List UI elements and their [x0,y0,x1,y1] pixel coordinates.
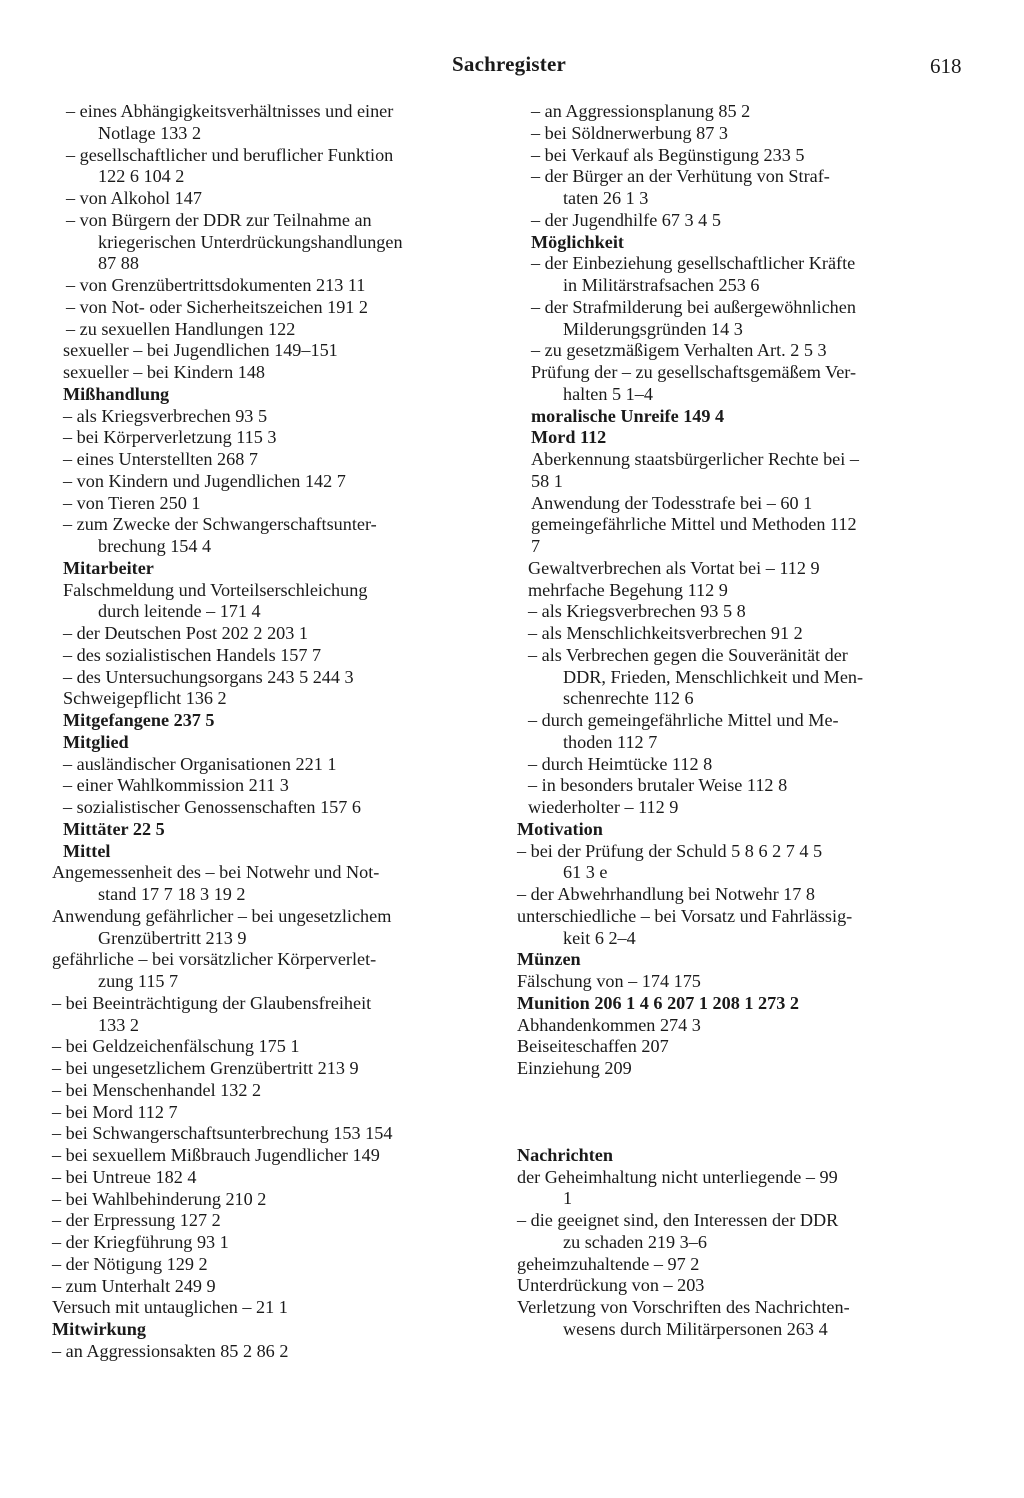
index-entry: – bei ungesetzlichem Grenzübertritt 213 9 [52,1058,359,1078]
index-entry: – der Abwehrhandlung bei Notwehr 17 8 [517,884,816,904]
index-entry: Angemessenheit des – bei Notwehr und Not- [52,862,380,883]
index-entry: Anwendung der Todesstrafe bei – 60 1 [531,492,813,513]
index-entry: – ausländischer Organisationen 221 1 [63,753,337,774]
index-entry: – von Tieren 250 1 [63,492,201,513]
index-heading: Möglichkeit [531,231,624,252]
index-entry: – bei Wahlbehinderung 210 2 [52,1188,267,1209]
index-entry: – zum Unterhalt 249 9 [52,1275,216,1296]
index-entry: – die geeignet sind, den Interessen der DDR [517,1210,839,1230]
page-title: Sachregister [452,52,566,76]
index-heading: Nachrichten [517,1144,613,1165]
index-entry: Versuch mit untauglichen – 21 1 [52,1297,288,1318]
index-entry: mehrfache Begehung 112 9 [528,579,728,600]
index-entry: 122 6 104 2 [98,166,185,187]
index-entry: – von Alkohol 147 [66,188,202,208]
index-entry: – des sozialistischen Handels 157 7 [63,644,322,665]
index-entry: – als Kriegsverbrechen 93 5 8 [528,601,746,622]
index-entry: 1 [563,1188,573,1209]
index-entry: Fälschung von – 174 175 [517,971,701,991]
index-entry: zung 115 7 [98,971,179,991]
page-header [0,52,1024,82]
index-entry: Milderungsgründen 14 3 [563,318,743,339]
index-entry: – der Strafmilderung bei außergewöhnlichen [531,296,856,317]
index-entry: taten 26 1 3 [563,188,649,208]
index-entry: Aberkennung staatsbürgerlicher Rechte bei – [531,449,859,469]
index-entry: stand 17 7 18 3 19 2 [98,884,246,904]
index-entry: – von Not- oder Sicherheitszeichen 191 2 [66,296,369,317]
index-entry: – bei Verkauf als Begünstigung 233 5 [531,144,805,165]
index-entry: – sozialistischer Genossenschaften 157 6 [63,797,361,817]
index-entry: – der Einbeziehung gesellschaftlicher Kräfte [531,253,856,274]
index-entry: – der Deutschen Post 202 2 203 1 [63,623,308,643]
index-entry: – in besonders brutaler Weise 112 8 [528,775,788,796]
index-heading: Mitarbeiter [63,557,154,578]
index-entry: – von Kindern und Jugendlichen 142 7 [63,470,346,491]
index-entry: 61 3 e [563,862,608,883]
index-entry: – der Kriegführung 93 1 [52,1232,229,1252]
index-entry: kriegerischen Unterdrückungshandlungen [98,231,403,252]
index-entry: – von Bürgern der DDR zur Teilnahme an [66,209,372,230]
index-entry: Beiseiteschaffen 207 [517,1036,669,1057]
index-entry: – gesellschaftlicher und beruflicher Funktion [66,144,394,165]
page-number: 618 [930,54,962,78]
index-entry: – bei Geldzeichenfälschung 175 1 [52,1036,300,1057]
index-entry: – der Jugendhilfe 67 3 4 5 [531,209,721,230]
index-entry: geheimzuhaltende – 97 2 [517,1253,700,1274]
index-heading: Mittel [63,840,111,861]
index-entry: Verletzung von Vorschriften des Nachrichten- [517,1297,850,1317]
index-column-left [52,101,504,1363]
index-entry: – zu gesetzmäßigem Verhalten Art. 2 5 3 [531,340,827,361]
index-entry: durch leitende – 171 4 [98,601,261,622]
index-entry [517,1080,967,1145]
index-heading: Mißhandlung [63,383,170,404]
index-entry: – an Aggressionsplanung 85 2 [531,101,751,121]
index-entry: Notlage 133 2 [98,122,202,143]
index-entry: – von Grenzübertrittsdokumenten 213 11 [66,275,366,295]
index-entry: – bei Mord 112 7 [52,1101,178,1122]
index-column-right [517,101,967,1341]
index-entry: gefährliche – bei vorsätzlicher Körperverlet- [52,949,377,970]
index-entry: Anwendung gefährlicher – bei ungesetzlichem [52,905,392,926]
index-entry: 133 2 [98,1014,139,1035]
index-entry: – bei Menschenhandel 132 2 [52,1079,262,1100]
index-entry: – als Verbrechen gegen die Souveränität der [528,644,848,665]
index-entry: halten 5 1–4 [563,383,653,404]
index-entry: – zum Zwecke der Schwangerschaftsunter- [63,514,377,535]
index-entry: wesens durch Militärpersonen 263 4 [563,1318,828,1339]
index-heading: Münzen [517,949,581,970]
index-entry: wiederholter – 112 9 [528,797,679,817]
index-entry: – an Aggressionsakten 85 2 86 2 [52,1340,289,1361]
index-entry: – der Bürger an der Verhütung von Straf- [531,166,830,187]
index-entry: 58 1 [531,470,563,491]
index-entry: schenrechte 112 6 [563,688,694,709]
index-entry: – bei Schwangerschaftsunterbrechung 153 154 [52,1123,393,1144]
index-entry: – durch gemeingefährliche Mittel und Me- [528,710,839,730]
index-entry: – eines Unterstellten 268 7 [63,449,258,469]
index-entry: – eines Abhängigkeitsverhältnisses und einer [66,101,394,121]
index-entry: der Geheimhaltung nicht unterliegende – 99 [517,1166,838,1187]
index-entry: – bei sexuellem Mißbrauch Jugendlicher 149 [52,1145,380,1165]
index-entry: Grenzübertritt 213 9 [98,927,247,948]
index-entry: Falschmeldung und Vorteilserschleichung [63,579,368,600]
index-entry: – einer Wahlkommission 211 3 [63,775,289,796]
index-entry: – bei Körperverletzung 115 3 [63,427,277,448]
index-heading: moralische Unreife 149 4 [531,405,725,426]
index-entry: brechung 154 4 [98,536,212,556]
index-entry: – durch Heimtücke 112 8 [528,753,713,774]
index-entry: sexueller – bei Kindern 148 [63,362,266,382]
index-entry: Gewaltverbrechen als Vortat bei – 112 9 [528,557,820,578]
index-entry: Einziehung 209 [517,1058,632,1078]
index-heading: Mitgefangene 237 5 [63,710,215,730]
index-entry: sexueller – bei Jugendlichen 149–151 [63,340,338,361]
index-entry: unterschiedliche – bei Vorsatz und Fahrlässig- [517,905,853,926]
index-entry: – des Untersuchungsorgans 243 5 244 3 [63,666,354,687]
index-entry: in Militärstrafsachen 253 6 [563,275,760,295]
index-entry: thoden 112 7 [563,731,658,752]
index-heading: Munition 206 1 4 6 207 1 208 1 273 2 [517,992,799,1013]
index-entry: – als Kriegsverbrechen 93 5 [63,405,268,426]
index-heading: Motivation [517,818,603,839]
index-entry: – zu sexuellen Handlungen 122 [66,318,296,339]
index-entry: gemeingefährliche Mittel und Methoden 112 [531,514,857,535]
index-heading: Mitglied [63,731,129,752]
index-heading: Mord 112 [531,427,607,448]
index-entry: – als Menschlichkeitsverbrechen 91 2 [528,623,803,643]
index-entry: – bei der Prüfung der Schuld 5 8 6 2 7 4 5 [517,840,823,861]
index-entry: – bei Söldnerwerbung 87 3 [531,122,728,143]
index-entry: Schweigepflicht 136 2 [63,688,227,709]
index-entry: – der Erpressung 127 2 [52,1210,221,1231]
index-entry: zu schaden 219 3–6 [563,1231,707,1252]
index-entry: 7 [531,536,541,556]
index-entry: Abhandenkommen 274 3 [517,1014,701,1035]
index-entry: DDR, Frieden, Menschlichkeit und Men- [563,666,864,687]
index-entry: – bei Untreue 182 4 [52,1166,197,1187]
index-entry: 87 88 [98,253,139,274]
index-entry: – bei Beeinträchtigung der Glaubensfreiheit [52,992,372,1013]
index-entry: keit 6 2–4 [563,927,636,948]
index-heading: Mittäter 22 5 [63,818,165,839]
index-entry: Prüfung der – zu gesellschaftsgemäßem Ver- [531,362,857,382]
index-entry: Unterdrückung von – 203 [517,1275,705,1296]
index-heading: Mitwirkung [52,1319,146,1339]
index-entry: – der Nötigung 129 2 [52,1253,208,1274]
